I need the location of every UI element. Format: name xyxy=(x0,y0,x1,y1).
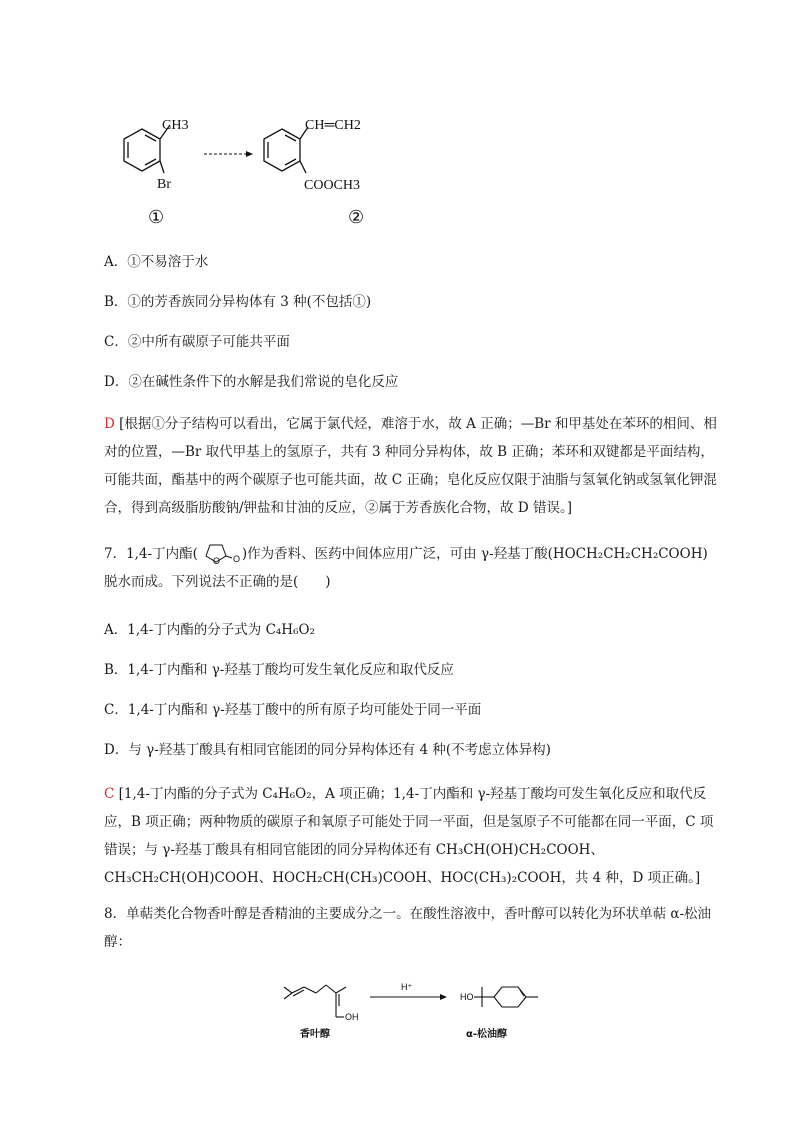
q7-stem xyxy=(104,540,720,596)
mol2-vinyl: CH═CH2 xyxy=(305,118,361,133)
q7-stem-end: )作为香料、医药中间体应用广泛，可由 γ-羟基丁酸(HOCH₂CH₂CH₂COOH)脱水而成。下列说法不正确的是( ) xyxy=(104,546,708,590)
mol2-label: ② xyxy=(348,207,365,227)
q7-option-a: A．1,4-丁内酯的分子式为 C₄H₆O₂ xyxy=(104,622,315,638)
mol2-structure xyxy=(264,127,308,173)
terpineol-ho: HO xyxy=(460,992,474,1002)
q6-option-c: C．②中所有碳原子可能共平面 xyxy=(104,334,290,350)
q7-explanation xyxy=(104,780,720,892)
dashed-arrow-icon xyxy=(204,151,253,157)
reaction-arrow-icon xyxy=(370,994,447,1000)
q6-explanation-text: [根据①分子结构可以看出，它属于氯代烃，难溶于水，故 A 正确；—Br 和甲基处在苯环的相间、相对的位置，—Br 取代甲基上的氢原子，共有 3 种同分异构体，故 B 正确；苯环和双键都是平面结构，可能共面，酯基中的两个碳原子也可能共面，故 C 正确；皂化反应仅限于油脂与氢氧化钠或氢氧化钾混合，得到高级脂肪酸钠/钾盐和甘油的反应，②属于芳香族化合物，故 D 错误。] xyxy=(104,416,717,516)
q6-answer: D xyxy=(104,416,115,432)
q6-option-d: D．②在碱性条件下的水解是我们常说的皂化反应 xyxy=(104,374,399,390)
reagent-h-plus: H⁺ xyxy=(401,982,413,992)
q8-stem: 8．单萜类化合物香叶醇是香精油的主要成分之一。在酸性溶液中，香叶醇可以转化为环状单萜 α-松油醇： xyxy=(104,906,712,950)
q7-option-d: D．与 γ-羟基丁酸具有相同官能团的同分异构体还有 4 种(不考虑立体异构) xyxy=(104,742,551,758)
terpineol-name: α-松油醇 xyxy=(466,1029,508,1040)
q6-explanation xyxy=(104,410,720,522)
geraniol-structure xyxy=(284,985,346,1017)
geraniol-oh: OH xyxy=(345,1012,359,1022)
q7-option-c: C．1,4-丁内酯和 γ-羟基丁酸中的所有原子均可能处于同一平面 xyxy=(104,702,482,718)
ring-oxygen: O xyxy=(212,556,220,564)
geraniol-name: 香叶醇 xyxy=(300,1029,330,1040)
butyrolactone-structure xyxy=(198,542,242,564)
q7-answer: C xyxy=(104,786,115,802)
mol1-label: ① xyxy=(148,207,165,227)
mol1-br: Br xyxy=(157,177,171,192)
q7-explanation-text: [1,4-丁内酯的分子式为 C₄H₆O₂，A 项正确；1,4-丁内酯和 γ-羟基丁酸均可发生氧化反应和取代反应，B 项正确；两种物质的碳原子和氧原子可能处于同一平面，但是氢原子不可能都在同一平面，C 项错误；与 γ-羟基丁酸具有相同官能团的同分异构体还有 CH₃CH(OH)CH₂COOH、CH₃CH₂CH(OH)COOH、HOCH₂CH(CH₃)COOH、HOC(CH₃)₂COOH，共 4 种，D 项正确。] xyxy=(104,786,714,886)
q7-stem-start: 7．1,4-丁内酯( xyxy=(104,546,198,562)
q6-reaction-diagram xyxy=(100,105,400,235)
q7-option-b: B．1,4-丁内酯和 γ-羟基丁酸均可发生氧化反应和取代反应 xyxy=(104,662,454,678)
carbonyl-oxygen: O xyxy=(232,554,240,564)
q8-reaction-diagram xyxy=(280,975,560,1045)
q6-option-a: A．①不易溶于水 xyxy=(104,254,209,270)
mol1-ch3: CH3 xyxy=(162,118,189,133)
terpineol-structure xyxy=(474,987,538,1007)
mol2-ester: COOCH3 xyxy=(304,178,361,193)
q6-option-b: B．①的芳香族同分异构体有 3 种(不包括①) xyxy=(104,294,372,310)
